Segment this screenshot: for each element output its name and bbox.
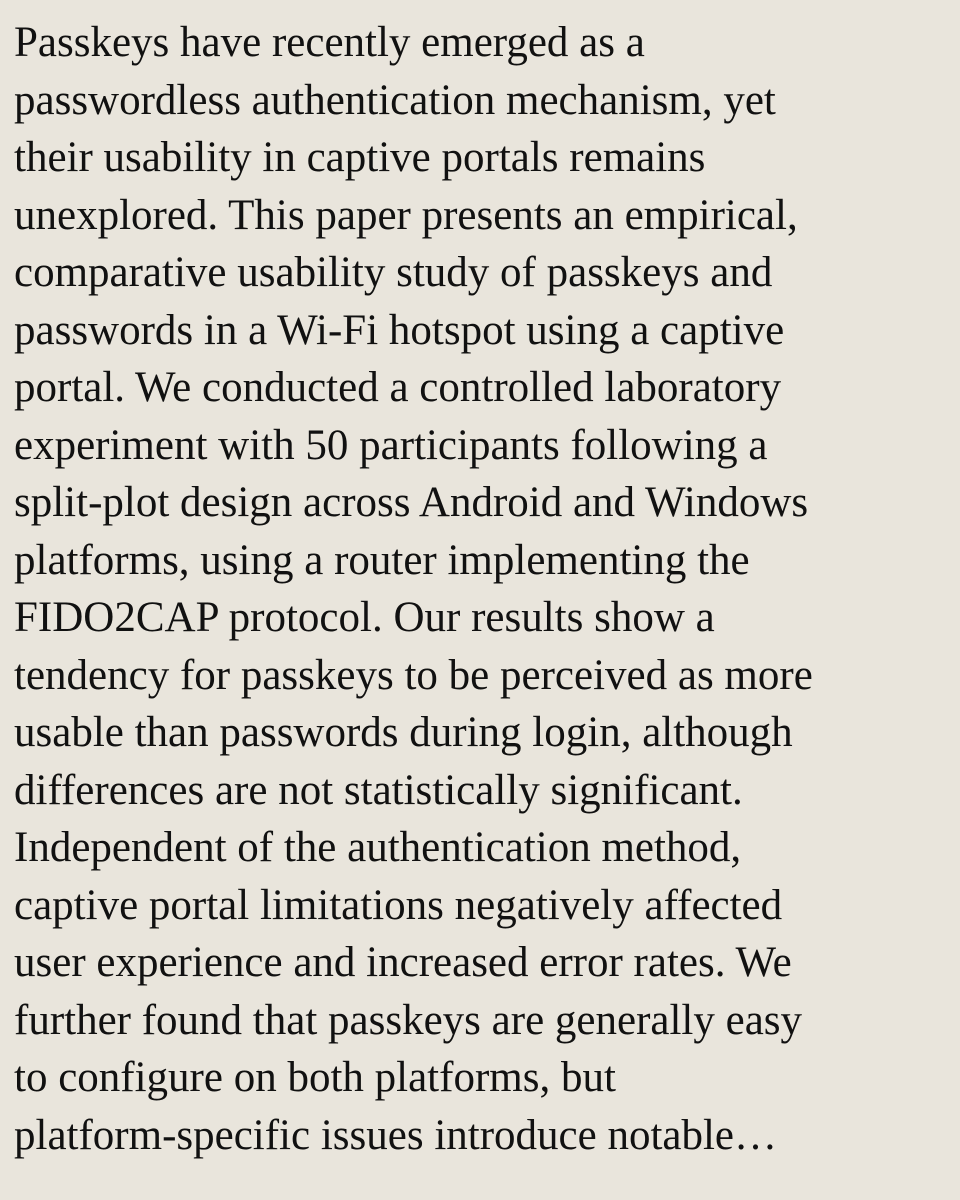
abstract-line: further found that passkeys are generally easy	[14, 996, 803, 1044]
abstract-line: passwords in a Wi-Fi hotspot using a captive	[14, 306, 785, 354]
abstract-line: Passkeys have recently emerged as a	[14, 19, 645, 66]
abstract-line: usable than passwords during login, although	[14, 709, 793, 756]
abstract-line: their usability in captive portals remains	[14, 134, 706, 181]
abstract-line: passwordless authentication mechanism, yet	[14, 76, 776, 124]
abstract-line: platforms, using a router implementing the	[14, 536, 750, 584]
abstract-line: portal. We conducted a controlled laboratory	[14, 364, 782, 411]
abstract-line: FIDO2CAP protocol. Our results show a	[14, 594, 715, 641]
abstract-line: user experience and increased error rates. We	[14, 939, 792, 986]
abstract-line: Independent of the authentication method,	[14, 824, 742, 871]
abstract-line: to configure on both platforms, but	[14, 1054, 616, 1101]
abstract-line: unexplored. This paper presents an empirical,	[14, 191, 798, 239]
abstract-line: captive portal limitations negatively affected	[14, 881, 783, 929]
abstract-line: differences are not statistically significant.	[14, 766, 743, 814]
abstract-text	[14, 14, 946, 1164]
abstract-line: split-plot design across Android and Windows	[14, 479, 809, 526]
abstract-line: experiment with 50 participants following a	[14, 421, 768, 469]
abstract-line: tendency for passkeys to be perceived as more	[14, 651, 813, 699]
abstract-line: comparative usability study of passkeys and	[14, 249, 773, 296]
abstract-line: platform-specific issues introduce notable…	[14, 1111, 778, 1159]
